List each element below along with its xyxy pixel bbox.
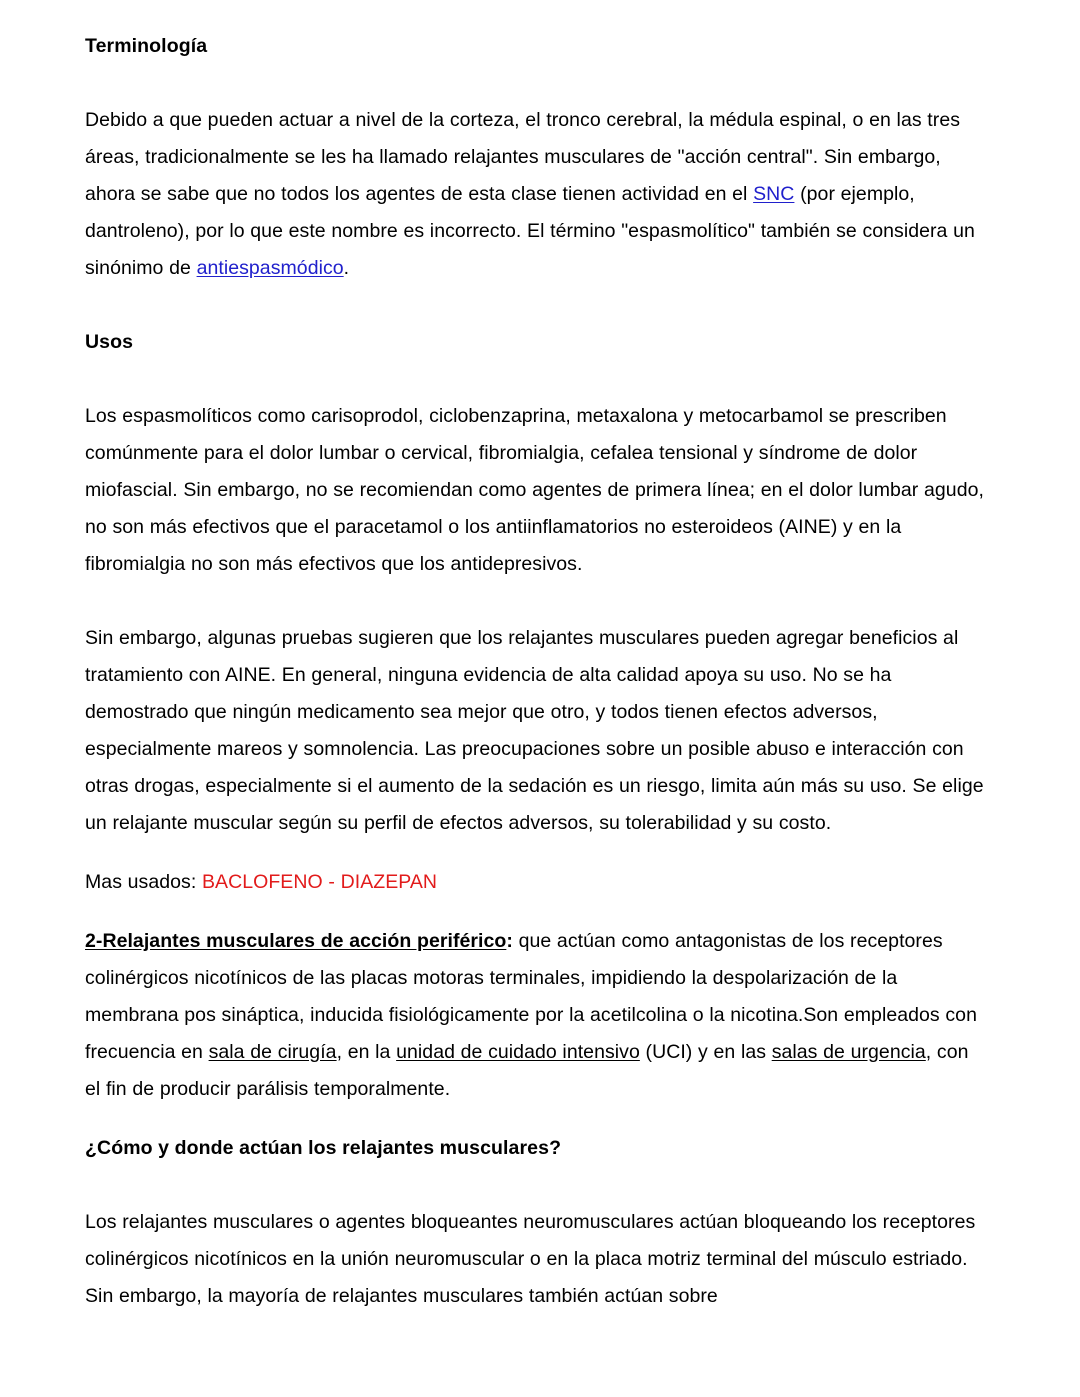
perifericos-underline-unidad-cuidado-intensivo: unidad de cuidado intensivo xyxy=(396,1041,640,1063)
perifericos-body-part4: , con el fin de producir parálisis temporalmente. xyxy=(85,1041,969,1100)
perifericos-underline-sala-de-cirugia: sala de cirugía xyxy=(208,1041,337,1063)
perifericos-body-part3: (UCI) y en las xyxy=(639,1041,772,1063)
spacer xyxy=(85,1167,988,1204)
perifericos-body-part2: , en la xyxy=(336,1041,397,1063)
line-mas-usados xyxy=(85,864,988,901)
heading-como-actuan: ¿Cómo y donde actúan los relajantes musculares? xyxy=(85,1137,562,1159)
heading-usos: Usos xyxy=(85,331,134,353)
paragraph-perifericos xyxy=(85,923,988,1108)
spacer xyxy=(85,65,988,102)
spacer xyxy=(85,842,988,864)
mas-usados-label: Mas usados: xyxy=(85,871,202,893)
spacer xyxy=(85,1108,988,1130)
perifericos-underline-salas-de-urgencia: salas de urgencia xyxy=(771,1041,926,1063)
heading-terminologia: Terminología xyxy=(85,35,208,57)
link-snc[interactable]: SNC xyxy=(753,183,795,205)
paragraph-terminologia xyxy=(85,102,988,287)
perifericos-title: 2-Relajantes musculares de acción periférico xyxy=(85,930,507,952)
mas-usados-value: BACLOFENO - DIAZEPAN xyxy=(201,871,438,893)
perifericos-title-colon: : xyxy=(506,930,513,952)
paragraph-como-actuan: Los relajantes musculares o agentes bloqueantes neuromusculares actúan bloqueando los receptores colinérgicos nicotínicos en la unión neuromuscular o en la placa motriz terminal del músculo estriado. Sin embargo, la mayoría de relajantes musculares también actúan sobre xyxy=(85,1211,976,1307)
spacer xyxy=(85,583,988,620)
terminologia-text-part1: Debido a que pueden actuar a nivel de la corteza, el tronco cerebral, la médula espinal, o en las tres áreas, tradicionalmente se les ha llamado relajantes musculares de "acción central". Sin embargo, ahora se sabe que no todos los agentes de esta clase tienen actividad en el xyxy=(85,109,961,205)
spacer xyxy=(85,287,988,324)
link-antiespasmodico[interactable]: antiespasmódico xyxy=(196,257,344,279)
terminologia-text-part2: (por ejemplo, dantroleno), por lo que este nombre es incorrecto. El término "espasmolítico" también se considera un sinónimo de xyxy=(85,183,975,279)
paragraph-usos-2: Sin embargo, algunas pruebas sugieren que los relajantes musculares pueden agregar beneficios al tratamiento con AINE. En general, ninguna evidencia de alta calidad apoya su uso. No se ha demostrado que ningún medicamento sea mejor que otro, y todos tienen efectos adversos, especialmente mareos y somnolencia. Las preocupaciones sobre un posible abuso e interacción con otras drogas, especialmente si el aumento de la sedación es un riesgo, limita aún más su uso. Se elige un relajante muscular según su perfil de efectos adversos, su tolerabilidad y su costo. xyxy=(85,627,984,834)
spacer xyxy=(85,901,988,923)
spacer xyxy=(85,361,988,398)
terminologia-text-part3: . xyxy=(343,257,350,279)
perifericos-body-part1: que actúan como antagonistas de los receptores colinérgicos nicotínicos de las placas motoras terminales, impidiendo la despolarización de la membrana pos sináptica, inducida fisiológicamente por la acetilcolina o la nicotina.Son empleados con frecuencia en xyxy=(85,930,977,1063)
paragraph-usos-1: Los espasmolíticos como carisoprodol, ciclobenzaprina, metaxalona y metocarbamol se prescriben comúnmente para el dolor lumbar o cervical, fibromialgia, cefalea tensional y síndrome de dolor miofascial. Sin embargo, no se recomiendan como agentes de primera línea; en el dolor lumbar agudo, no son más efectivos que el paracetamol o los antiinflamatorios no esteroideos (AINE) y en la fibromialgia no son más efectivos que los antidepresivos. xyxy=(85,405,984,575)
